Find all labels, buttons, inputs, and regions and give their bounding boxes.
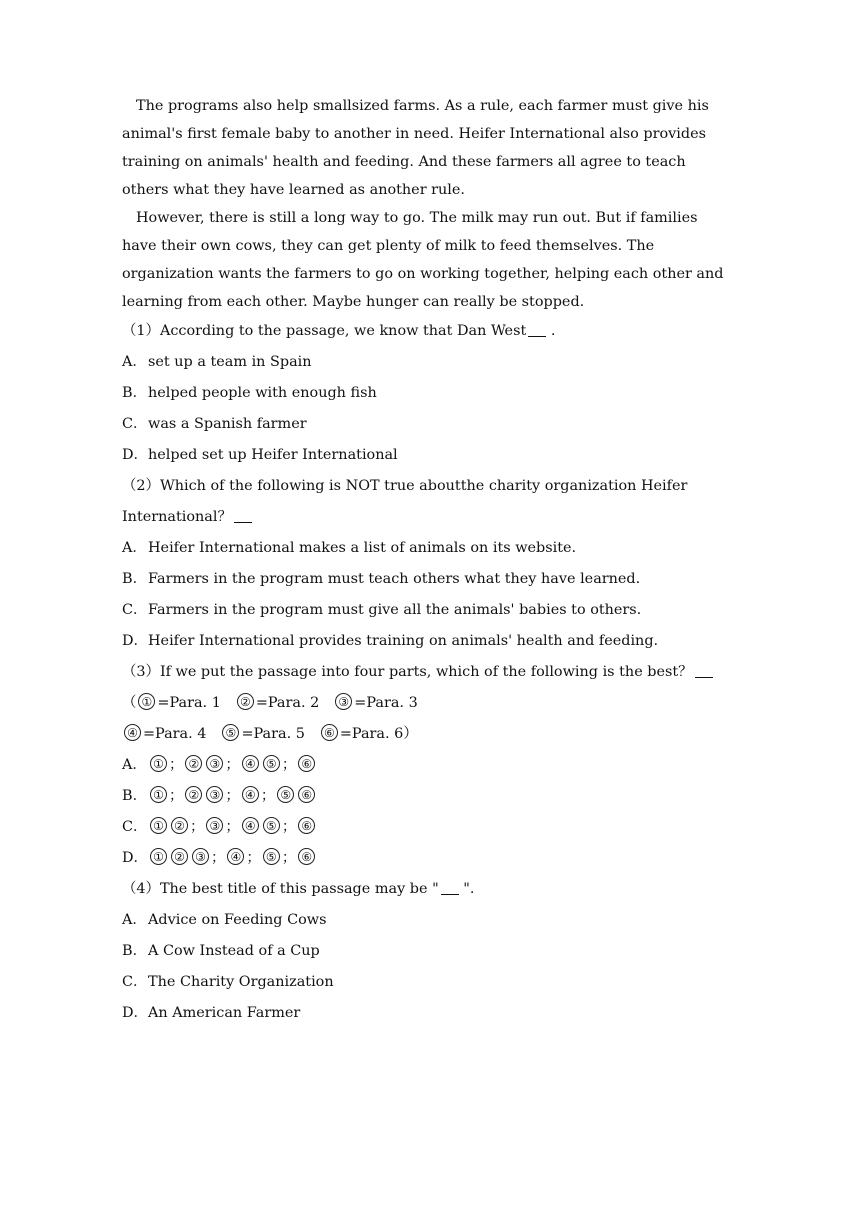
option-d: D．Heifer International provides training on animals' health and feeding.: [122, 633, 659, 649]
circled-number: ③: [206, 786, 223, 803]
option-b: B．A Cow Instead of a Cup: [122, 943, 320, 959]
para-key-line-1: （ ① =Para. 1 ② =Para. 2 ③ =Para. 3: [122, 695, 418, 711]
circled-number: ①: [150, 817, 167, 834]
question-text: If we put the passage into four parts, which of the following is the best？: [159, 664, 693, 680]
document-page: [122, 92, 724, 1029]
circled-number: ②: [171, 817, 188, 834]
option-d: D．An American Farmer: [122, 1005, 301, 1021]
option-a: A． ① ； ② ③ ； ④ ⑤ ； ⑥: [122, 750, 724, 781]
passage-paragraph: However, there is still a long way to go. The milk may run out. But if families have their own cows, they can get plenty of milk to feed themselves. The organization wants the farmers to go on working together, helping each other and learning from each other. Maybe hunger can really be stopped.: [122, 210, 724, 310]
circled-number: ③: [192, 848, 209, 865]
circled-number: ①: [150, 848, 167, 865]
question-4: （4）The best title of this passage may be " ". A．Advice on Feeding Cows B．A Cow Instead of a Cup C．The Charity Organization D．An American Farmer: [122, 874, 724, 1029]
question-number: （1）: [122, 323, 160, 339]
circled-number: ②: [171, 848, 188, 865]
option-c: C． ① ② ； ③ ； ④ ⑤ ； ⑥: [122, 812, 724, 843]
option-b: B．helped people with enough fish: [122, 385, 377, 401]
circled-number: ④: [124, 724, 141, 741]
circled-number: ⑥: [298, 817, 315, 834]
circled-number: ①: [150, 786, 167, 803]
answer-blank: [695, 663, 713, 678]
circled-number: ②: [185, 755, 202, 772]
question-number: （4）: [122, 881, 160, 897]
option-b: B． ① ； ② ③ ； ④ ； ⑤ ⑥: [122, 781, 724, 812]
question-number: （3）: [122, 664, 160, 680]
option-a: A．Advice on Feeding Cows: [122, 912, 327, 928]
question-3: [122, 657, 724, 874]
question-text: According to the passage, we know that Dan West: [159, 323, 527, 339]
question-1: （1）According to the passage, we know that Dan West . A．set up a team in Spain B．helped people with enough fish C．was a Spanish farmer D．helped set up Heifer International: [122, 316, 724, 471]
circled-number: ②: [237, 693, 254, 710]
circled-number: ⑤: [263, 817, 280, 834]
option-d: D．helped set up Heifer International: [122, 447, 398, 463]
option-b: B．Farmers in the program must teach others what they have learned.: [122, 571, 641, 587]
circled-number: ④: [242, 786, 259, 803]
answer-blank: [528, 322, 546, 337]
option-d: D． ① ② ③ ； ④ ； ⑤ ； ⑥: [122, 843, 724, 874]
circled-number: ③: [206, 755, 223, 772]
circled-number: ③: [335, 693, 352, 710]
circled-number: ⑥: [298, 786, 315, 803]
circled-number: ⑤: [263, 848, 280, 865]
para-key-line-2: ④ =Para. 4 ⑤ =Para. 5 ⑥ =Para. 6）: [122, 719, 724, 750]
circled-number: ⑥: [298, 755, 315, 772]
question-text: The best title of this passage may be ": [159, 881, 439, 897]
circled-number: ④: [242, 817, 259, 834]
answer-blank: [234, 508, 252, 523]
circled-number: ①: [138, 693, 155, 710]
circled-number: ⑤: [222, 724, 239, 741]
question-text: Which of the following is NOT true aboutthe charity organization Heifer International？: [122, 478, 688, 525]
answer-blank: [441, 880, 459, 895]
passage-paragraph: The programs also help smallsized farms. As a rule, each farmer must give his animal's first female baby to another in need. Heifer International also provides training on animals' health and feeding. And these farmers all agree to teach others what they have learned as another rule.: [122, 98, 709, 198]
question-number: （2）: [122, 478, 160, 494]
circled-number: ⑥: [298, 848, 315, 865]
circled-number: ⑥: [321, 724, 338, 741]
option-c: C．was a Spanish farmer: [122, 416, 307, 432]
circled-number: ⑤: [277, 786, 294, 803]
circled-number: ④: [227, 848, 244, 865]
option-a: A．set up a team in Spain: [122, 354, 312, 370]
option-c: C．The Charity Organization: [122, 974, 334, 990]
question-2: [122, 471, 724, 657]
circled-number: ⑤: [263, 755, 280, 772]
circled-number: ③: [206, 817, 223, 834]
circled-number: ④: [242, 755, 259, 772]
circled-number: ②: [185, 786, 202, 803]
option-a: A．Heifer International makes a list of animals on its website.: [122, 540, 577, 556]
circled-number: ①: [150, 755, 167, 772]
option-c: C．Farmers in the program must give all the animals' babies to others.: [122, 602, 642, 618]
